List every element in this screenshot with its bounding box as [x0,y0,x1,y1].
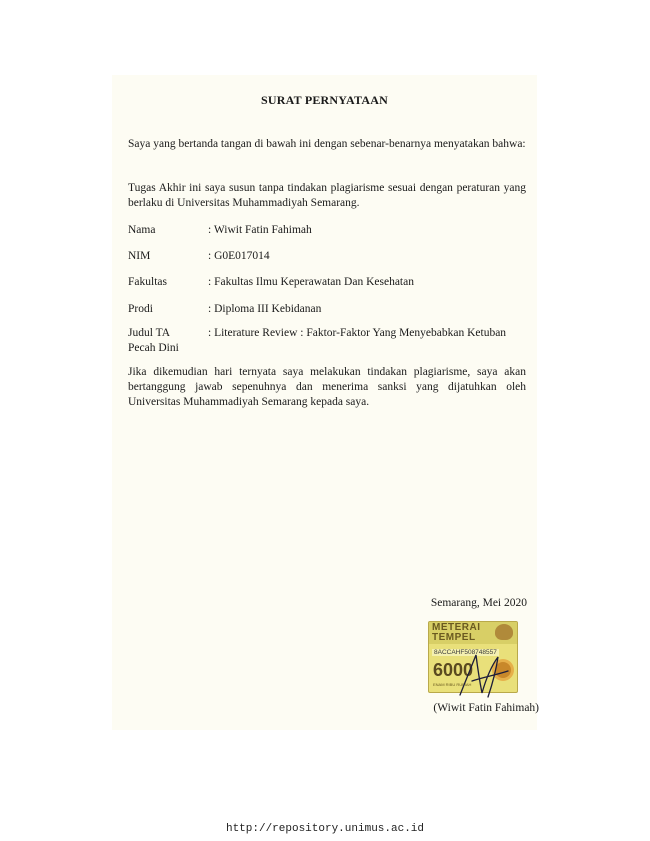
field-value: : Fakultas Ilmu Keperawatan Dan Kesehatan [208,276,414,288]
field-label-line1: Judul TA [128,327,170,339]
stamp-title-line1: METERAI [432,622,481,633]
field-value: : Diploma III Kebidanan [208,303,322,315]
field-label: Prodi [128,303,153,315]
intro-paragraph: Saya yang bertanda tangan di bawah ini dengan sebenar-benarnya menyatakan bahwa: [128,138,526,150]
scanned-page [112,75,537,730]
field-value: : G0E017014 [208,250,270,262]
field-label: Fakultas [128,276,167,288]
field-value: : Literature Review : Faktor-Faktor Yang Menyebabkan Ketuban [208,327,507,339]
stamp-value: 6000 [433,660,474,680]
document-title: SURAT PERNYATAAN [261,93,388,107]
stamp-small-text: ENAM RIBU RUPIAH [433,682,472,687]
field-label [128,326,206,356]
place-date: Semarang, Mei 2020 [430,597,527,609]
stamp-code: 8ACCAHF508748557 [434,649,497,656]
repository-url: http://repository.unimus.ac.id [225,823,425,835]
stamp-title-line2: TEMPEL [432,632,476,643]
statement-paragraph: Tugas Akhir ini saya susun tanpa tindakan plagiarisme sesuai dengan peraturan yang berlaku di Universitas Muhammadiyah Semarang. [128,182,526,209]
field-label-line2: Pecah Dini [128,342,179,354]
field-label: Nama [128,224,156,236]
field-label: NIM [128,250,151,262]
field-value: : Wiwit Fatin Fahimah [208,224,312,236]
signer-name: (Wiwit Fatin Fahimah) [433,702,539,714]
closing-paragraph: Jika dikemudian hari ternyata saya melakukan tindakan plagiarisme, saya akan bertanggung jawab sepenuhnya dan menerima sanksi yang dijatuhkan oleh Universitas Muhammadiyah Semarang kepada saya. [128,366,526,408]
